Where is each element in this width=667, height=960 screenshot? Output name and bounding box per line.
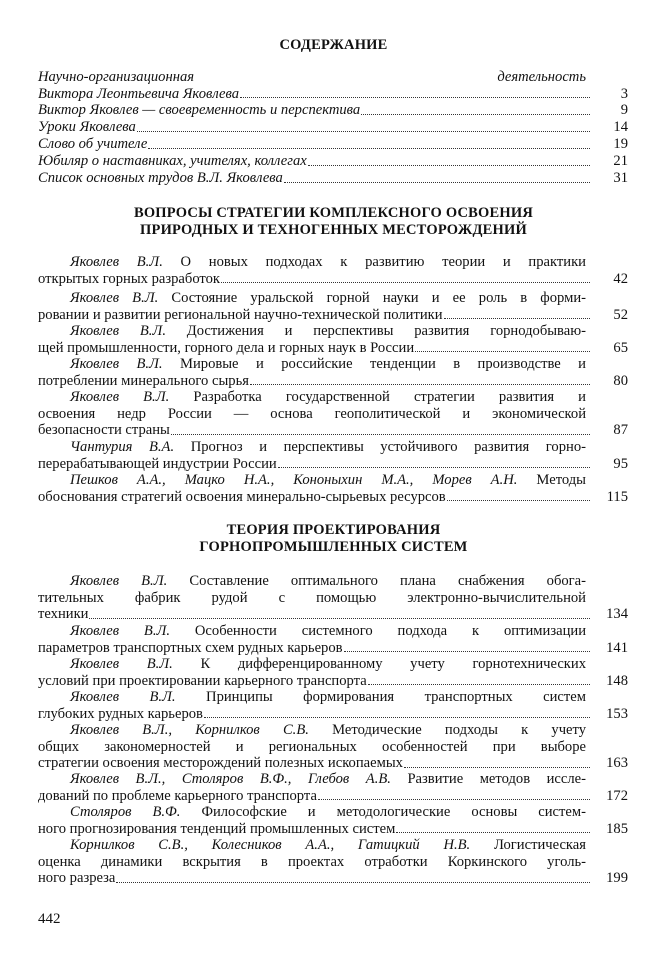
toc-entry-text: Уроки Яковлева bbox=[38, 119, 136, 135]
dot-leader bbox=[171, 434, 590, 435]
toc-entry-line bbox=[38, 69, 628, 86]
toc-entry-text bbox=[38, 722, 586, 739]
dot-leader bbox=[148, 148, 590, 149]
toc-entry-line bbox=[38, 307, 628, 324]
dot-leader bbox=[318, 799, 590, 800]
toc-page-number: 163 bbox=[606, 755, 628, 772]
dot-leader bbox=[447, 500, 590, 501]
toc-entry bbox=[38, 290, 628, 323]
dot-leader bbox=[308, 165, 590, 166]
section2-heading-line: ГОРНОПРОМЫШЛЕННЫХ СИСТЕМ bbox=[199, 539, 468, 555]
dot-leader bbox=[204, 717, 590, 718]
toc-entry-text: дований по проблеме карьерного транспорта bbox=[38, 787, 317, 804]
toc-entry-text: ного разреза bbox=[38, 870, 116, 887]
toc-entry-line bbox=[38, 689, 628, 706]
dot-leader bbox=[361, 114, 590, 115]
toc-entry-title: Прогноз и перспективы устойчивого развития горно- bbox=[174, 439, 586, 455]
toc-entry-text bbox=[38, 356, 586, 373]
toc-entry-title: Философские и методологические основы систем- bbox=[180, 804, 586, 820]
toc-entry bbox=[38, 623, 628, 656]
toc-entry-text: безопасности страны bbox=[38, 422, 170, 439]
toc-entry-text: оценка динамики вскрытия в проектах отработки Коркинского уголь- bbox=[38, 853, 586, 870]
toc-entry-line bbox=[38, 573, 628, 590]
section2-heading-line: ТЕОРИЯ ПРОЕКТИРОВАНИЯ bbox=[226, 522, 441, 538]
toc-entry bbox=[38, 771, 628, 804]
toc-entry-author: Яковлев В.Л. bbox=[70, 323, 166, 339]
section1-heading-line: ВОПРОСЫ СТРАТЕГИИ КОМПЛЕКСНОГО ОСВОЕНИЯ bbox=[133, 205, 534, 221]
toc-entry-title: Достижения и перспективы развития горнодобываю- bbox=[165, 323, 586, 339]
toc-entry-text: тительных фабрик рудой с помощью электронно-вычислительной bbox=[38, 589, 586, 606]
toc-entry-text bbox=[38, 837, 586, 854]
toc-entry bbox=[38, 722, 628, 772]
toc-entry-author: Яковлев В.Л. bbox=[70, 656, 173, 672]
section1-heading bbox=[0, 205, 667, 239]
toc-entry-title: Составление оптимального плана снабжения обога- bbox=[167, 573, 586, 589]
toc-entry-author: Яковлев В.Л. bbox=[70, 389, 170, 405]
toc-entry-line bbox=[38, 290, 628, 307]
dot-leader bbox=[368, 684, 590, 685]
toc-entry bbox=[38, 136, 628, 153]
toc-entry-text bbox=[38, 439, 586, 456]
toc-entry-line bbox=[38, 254, 628, 271]
toc-entry-text: глубоких рудных карьеров bbox=[38, 705, 203, 722]
toc-page-number: 80 bbox=[613, 372, 628, 389]
toc-entry-line bbox=[38, 136, 628, 153]
toc-entry-line bbox=[38, 656, 628, 673]
dot-leader bbox=[250, 384, 590, 385]
toc-page-number: 3 bbox=[620, 85, 628, 102]
toc-entry-line bbox=[38, 422, 628, 439]
toc-entry-text: Юбиляр о наставниках, учителях, коллегах bbox=[38, 153, 307, 169]
dot-leader bbox=[404, 767, 590, 768]
toc-entry bbox=[38, 356, 628, 389]
toc-entry bbox=[38, 254, 628, 287]
section1-heading-line: ПРИРОДНЫХ И ТЕХНОГЕННЫХ МЕСТОРОЖДЕНИЙ bbox=[140, 222, 527, 238]
toc-entry-title: О новых подходах к развитию теории и практики bbox=[162, 254, 586, 270]
toc-entry bbox=[38, 804, 628, 837]
toc-page-number: 87 bbox=[613, 422, 628, 439]
toc-entry-title: Методы bbox=[517, 472, 586, 488]
toc-page-number: 52 bbox=[613, 306, 628, 323]
toc-entry-title: Логистическая bbox=[470, 837, 586, 853]
toc-entry-author: Корнилков С.В., Колесников А.А., Гатицкий Н.В. bbox=[70, 837, 471, 853]
dot-leader bbox=[396, 832, 590, 833]
toc-entry-line bbox=[38, 406, 628, 423]
toc-entry bbox=[38, 689, 628, 722]
toc-entry-line bbox=[38, 590, 628, 607]
toc-entry-line bbox=[38, 837, 628, 854]
toc-entry-line bbox=[38, 271, 628, 288]
toc-entry-text: стратегии освоения месторождений полезных ископаемых bbox=[38, 755, 403, 772]
toc-entry bbox=[38, 837, 628, 887]
toc-entry bbox=[38, 119, 628, 136]
toc-entry-line bbox=[38, 706, 628, 723]
toc-entry-text bbox=[38, 472, 586, 489]
toc-entry-text bbox=[38, 771, 586, 788]
toc-entry-title: Разработка государственной стратегии развития и bbox=[169, 389, 586, 405]
toc-entry-line bbox=[38, 102, 628, 119]
page-number: 442 bbox=[38, 911, 61, 927]
toc-page-number: 134 bbox=[606, 606, 628, 623]
toc-entry-line bbox=[38, 821, 628, 838]
toc-entry-text: обоснования стратегий освоения минерально-сырьевых ресурсов bbox=[38, 488, 446, 505]
dot-leader bbox=[116, 882, 590, 883]
toc-entry-author: Яковлев В.Л. bbox=[70, 254, 163, 270]
dot-leader bbox=[284, 182, 590, 183]
toc-entry-line bbox=[38, 755, 628, 772]
toc-page-number: 19 bbox=[613, 136, 628, 152]
toc-entry-text: Слово об учителе bbox=[38, 136, 148, 152]
toc-entry-text bbox=[38, 573, 586, 590]
toc-page-number: 115 bbox=[606, 488, 628, 505]
toc-entry-line bbox=[38, 456, 628, 473]
toc-page-number: 42 bbox=[613, 270, 628, 287]
toc-entry-line bbox=[38, 340, 628, 357]
toc-entry-author: Яковлев В.Л., Столяров В.Ф., Глебов А.В. bbox=[70, 771, 391, 787]
toc-entry bbox=[38, 69, 628, 102]
toc-entry-text: Научно-организационная деятельность bbox=[38, 69, 586, 85]
toc-entry-line bbox=[38, 739, 628, 756]
toc-entry-text bbox=[38, 290, 586, 307]
dot-leader bbox=[240, 97, 590, 98]
toc-entry-author: Яковлев В.Л. bbox=[70, 356, 163, 372]
toc-entry-text: открытых горных разработок bbox=[38, 270, 220, 287]
toc-entry-text: параметров транспортных схем рудных карьеров bbox=[38, 639, 343, 656]
toc-entry-line bbox=[38, 170, 628, 187]
toc-entry-line bbox=[38, 771, 628, 788]
dot-leader bbox=[278, 467, 590, 468]
toc-entry bbox=[38, 439, 628, 472]
toc-entry-author: Яковлев В.Л. bbox=[70, 689, 176, 705]
toc-entry-line bbox=[38, 439, 628, 456]
toc-entry-text: Список основных трудов В.Л. Яковлева bbox=[38, 170, 283, 186]
toc-entry-text: условий при проектировании карьерного транспорта bbox=[38, 672, 367, 689]
toc-entry-title: Состояние уральской горной науки и ее роль в форми- bbox=[158, 290, 586, 306]
toc-page-number: 148 bbox=[606, 672, 628, 689]
toc-entry-line bbox=[38, 640, 628, 657]
toc-entry-text bbox=[38, 323, 586, 340]
toc-page-number: 172 bbox=[606, 787, 628, 804]
toc-entry-author: Яковлев В.Л. bbox=[70, 573, 168, 589]
toc-entry-text: ного прогнозирования тенденций промышленных систем bbox=[38, 820, 396, 837]
toc-entry bbox=[38, 573, 628, 623]
toc-entry-line bbox=[38, 489, 628, 506]
toc-entry-text bbox=[38, 254, 586, 271]
toc-entry-title: Особенности системного подхода к оптимизации bbox=[170, 623, 586, 639]
toc-entry-line bbox=[38, 153, 628, 170]
toc-entry-text: ровании и развитии региональной научно-технической политики bbox=[38, 306, 443, 323]
toc-page-number: 185 bbox=[606, 820, 628, 837]
toc-entry-line bbox=[38, 606, 628, 623]
toc-entry-text: Виктор Яковлев — своевременность и перспектива bbox=[38, 102, 361, 118]
toc-entry-title: Методические подходы к учету bbox=[308, 722, 586, 738]
toc-entry-author: Яковлев В.Л., Корнилков С.В. bbox=[70, 722, 309, 738]
toc-entry bbox=[38, 153, 628, 170]
toc-entry-text: освоения недр России — основа геополитической и экономической bbox=[38, 405, 586, 422]
toc-entry-author: Столяров В.Ф. bbox=[70, 804, 181, 820]
toc-entry-title: К дифференцированному учету горнотехнических bbox=[172, 656, 587, 672]
toc-entry-line bbox=[38, 389, 628, 406]
toc-entry-author: Яковлев В.Л. bbox=[70, 290, 159, 306]
toc-entry-line bbox=[38, 373, 628, 390]
toc-entry bbox=[38, 656, 628, 689]
toc-entry-line bbox=[38, 119, 628, 136]
toc-entry-line bbox=[38, 870, 628, 887]
toc-entry-text: Виктора Леонтьевича Яковлева bbox=[38, 85, 240, 102]
toc-entry-text: перерабатывающей индустрии России bbox=[38, 455, 277, 472]
toc-entry-line bbox=[38, 356, 628, 373]
dot-leader bbox=[444, 318, 590, 319]
toc-entry-author: Пешков А.А., Мацко Н.А., Кононыхин М.А., Морев А.Н. bbox=[70, 472, 518, 488]
toc-entry-line bbox=[38, 722, 628, 739]
toc-page-number: 141 bbox=[606, 639, 628, 656]
toc-entry-line bbox=[38, 788, 628, 805]
toc-page-number: 199 bbox=[606, 870, 628, 887]
toc-page-number: 14 bbox=[613, 119, 628, 135]
toc-entry-text bbox=[38, 656, 586, 673]
toc-entry-text: общих закономерностей и региональных особенностей при выборе bbox=[38, 738, 586, 755]
dot-leader bbox=[344, 651, 590, 652]
toc-entry-line bbox=[38, 804, 628, 821]
dot-leader bbox=[137, 131, 590, 132]
toc-entry-title: Принципы формирования транспортных систем bbox=[175, 689, 586, 705]
toc-entry bbox=[38, 389, 628, 439]
toc-entry-author: Чантурия В.А. bbox=[70, 439, 175, 455]
toc-entry bbox=[38, 472, 628, 505]
toc-entry bbox=[38, 170, 628, 187]
toc-page-number: 31 bbox=[613, 170, 628, 186]
toc-entry-title: Развитие методов иссле- bbox=[390, 771, 586, 787]
toc-page-number: 21 bbox=[613, 153, 628, 169]
toc-entry-text bbox=[38, 689, 586, 706]
toc-page-number: 65 bbox=[613, 339, 628, 356]
toc-entry-author: Яковлев В.Л. bbox=[70, 623, 171, 639]
page-title: СОДЕРЖАНИЕ bbox=[279, 37, 388, 53]
toc-entry-text bbox=[38, 804, 586, 821]
toc-entry-text bbox=[38, 389, 586, 406]
toc-entry bbox=[38, 102, 628, 119]
toc-entry-text: потреблении минерального сырья bbox=[38, 372, 249, 389]
toc-entry-text: техники bbox=[38, 606, 89, 623]
dot-leader bbox=[415, 351, 590, 352]
toc-entry-text: щей промышленности, горного дела и горных наук в России bbox=[38, 339, 415, 356]
toc-page-number: 9 bbox=[620, 102, 628, 118]
toc-page-number: 153 bbox=[606, 705, 628, 722]
dot-leader bbox=[221, 282, 590, 283]
toc-entry-line bbox=[38, 623, 628, 640]
toc-entry-text bbox=[38, 623, 586, 640]
toc-page-number: 95 bbox=[613, 455, 628, 472]
toc-entry-title: Мировые и российские тенденции в производстве и bbox=[162, 356, 586, 372]
toc-entry-line bbox=[38, 472, 628, 489]
toc-entry-line bbox=[38, 673, 628, 690]
section2-heading bbox=[0, 522, 667, 556]
toc-entry bbox=[38, 323, 628, 356]
toc-entry-line bbox=[38, 854, 628, 871]
dot-leader bbox=[89, 618, 590, 619]
toc-entry-line bbox=[38, 323, 628, 340]
toc-entry-line bbox=[38, 86, 628, 103]
